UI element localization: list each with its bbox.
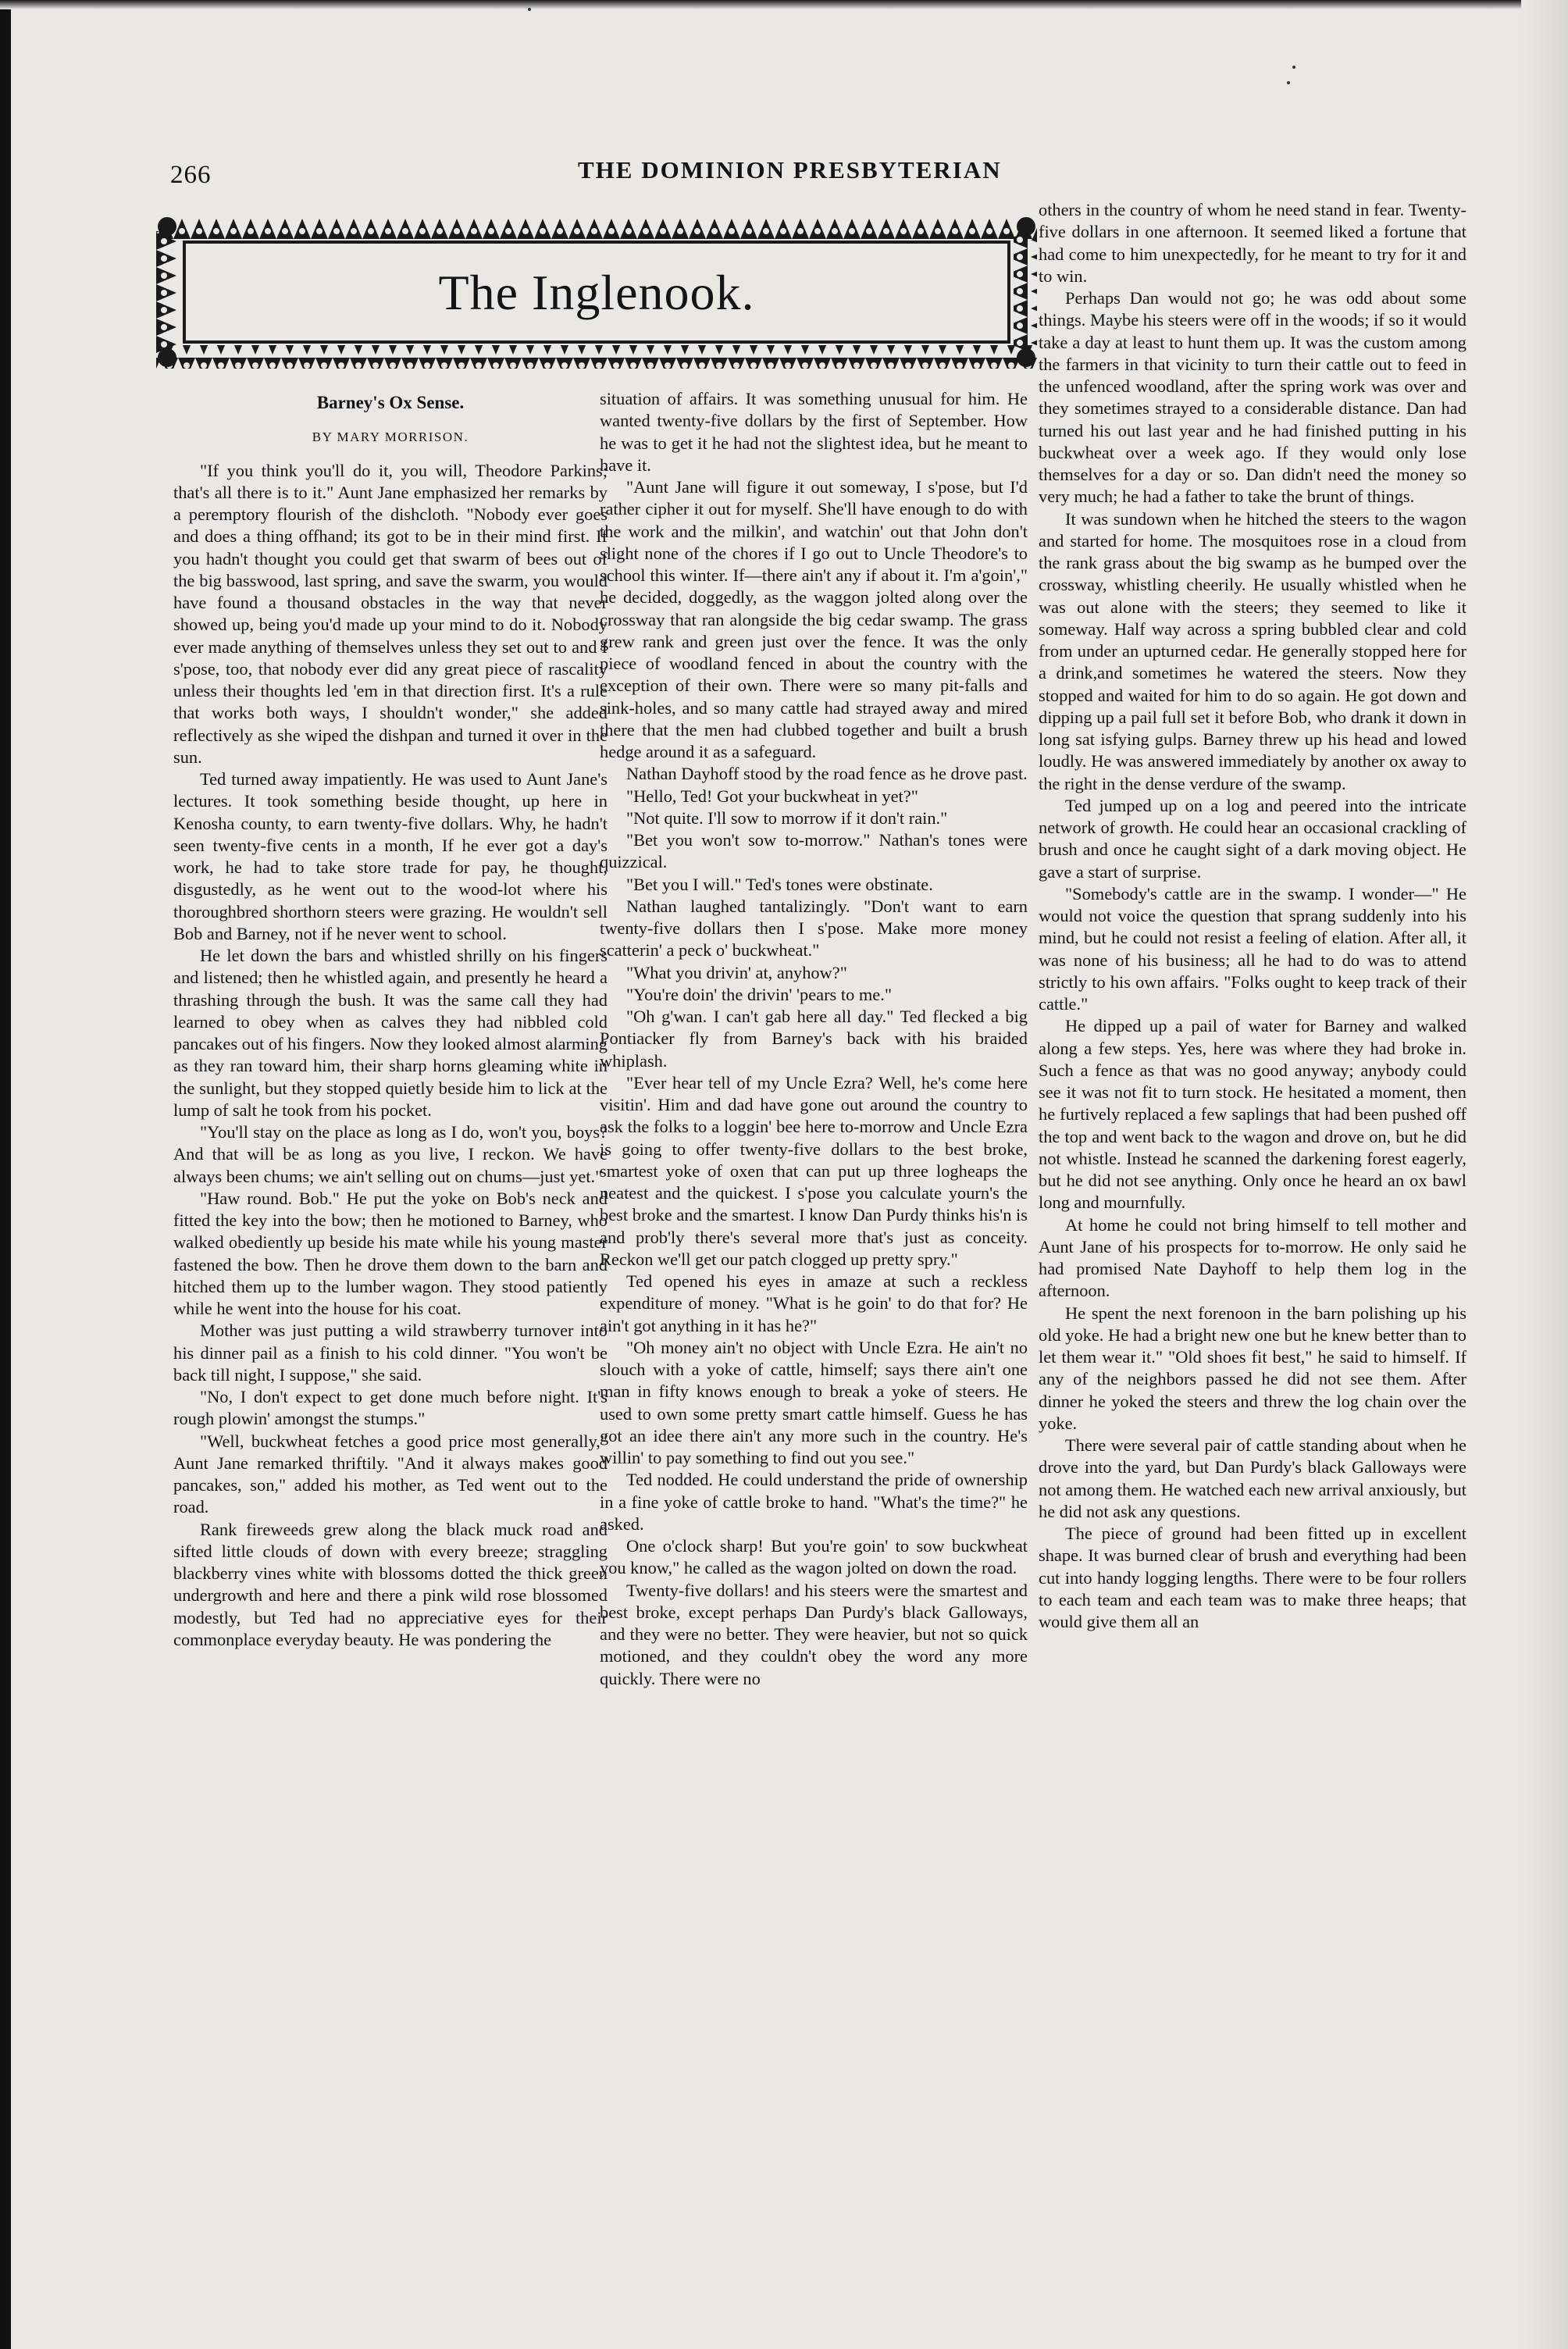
paragraph: "No, I don't expect to get done much before night. It's rough plowin' amongst the stumps.": [173, 1387, 608, 1429]
paragraph: "Ever hear tell of my Uncle Ezra? Well, he's come here visitin'. Him and dad have gone out around the country to ask the folks to a loggin' bee here to-morrow and Uncle Ezra is going to offer twenty-five dollars to the best broke, smartest yoke of oxen that can put up three logheaps the neatest and the quickest. I s'pose you calculate yourn's the best broke and the smartest. I know Dan Purdy thinks his'n is and prob'ly there's several more that's just as conceity. Reckon we'll get our patch clogged up pretty spry.": [600, 1072, 1028, 1269]
paragraph: The piece of ground had been fitted up in excellent shape. It was burned clear of brush and everything had been cut into handy logging lengths. There were to be four rollers to each team and each team was to make three heaps; that would give them all an: [1039, 1524, 1466, 1631]
story-byline: BY MARY MORRISON.: [312, 430, 469, 445]
paragraph: "Hello, Ted! Got your buckwheat in yet?": [626, 786, 918, 806]
paragraph: Twenty-five dollars! and his steers were the smartest and best broke, except perhaps Dan Purdy's black Galloways, and they were no better. They were heavier, but not so quick motioned, and they couldn't obey the word any more quickly. There were no: [600, 1580, 1028, 1688]
paragraph: Nathan Dayhoff stood by the road fence as he drove past.: [626, 764, 1028, 784]
story-title: Barney's Ox Sense.: [316, 393, 465, 412]
paragraph: He let down the bars and whistled shrilly on his fingers and listened; then he whistled again, and presently he heard a thrashing through the bush. It was the same call they had learned to obey when as calves they had nibbled cold pancakes out of his fingers. Now they looked almost alarming as they ran toward him, their sharp horns gleaming white in the sunlight, but they stopped quietly beside him to lick at the lump of salt he took from his pocket.: [173, 946, 608, 1120]
paragraph: Rank fireweeds grew along the black muck road and sifted little clouds of down with every breeze; straggling blackberry vines white with blossoms dotted the thick green undergrowth and here and there a pink wild rose blossomed modestly, but Ted had no appreciative eyes for their commonplace everyday beauty. He was pondering the: [173, 1519, 608, 1649]
paragraph: "Well, buckwheat fetches a good price most generally," Aunt Jane remarked thriftily. "And it always makes good pancakes, son," added his mother, as Ted went out to the road.: [173, 1431, 608, 1517]
paragraph: "You're doin' the drivin' 'pears to me.": [626, 984, 892, 1004]
paragraph: It was sundown when he hitched the steers to the wagon and started for home. The mosquitoes rose in a cloud from the rank grass about the big swamp as he bumped over the crossway, whistling cheerily. He usually whistled when he was out alone with the steers; they seemed to like it someway. Half way across a spring bubbled clear and cold from under an upturned cedar. He generally stopped here for a drink,and sometimes he watered the steers. Now they stopped and waited for him to do so again. He got down and dipping up a pail full set it before Bob, who drank it down in long sat isfying gulps. Barney threw up his head and lowed loudly. He was answered immediately by another ox away to the right in the dense verdure of the swamp.: [1039, 508, 1466, 793]
paragraph: "Not quite. I'll sow to morrow if it don't rain.": [626, 807, 948, 828]
running-head: THE DOMINION PRESBYTERIAN: [578, 156, 1002, 184]
paragraph: Nathan laughed tantalizingly. "Don't want to earn twenty-five dollars then I s'pose. Make more money scatterin' a peck o' buckwheat.": [600, 896, 1028, 961]
paragraph: Mother was just putting a wild strawberry turnover into his dinner pail as a finish to his cold dinner. "You won't be back till night, I suppose," she said.: [173, 1321, 608, 1385]
paragraph: Perhaps Dan would not go; he was odd about some things. Maybe his steers were off in the woods; if so it would take a day at least to hunt them up. It was the custom among the farmers in that vicinity to turn their cattle out to feed in the unfenced woodland, after the spring work was over and they sometimes strayed to a considerable distance. Dan had turned his out last year and he had finished putting in his buckwheat over a week ago. If they would only lose themselves for a day or so. Dan didn't need the money so very much; he had a father to take the brunt of things.: [1039, 288, 1466, 507]
text-column-1: [173, 392, 608, 1651]
paragraph: "Aunt Jane will figure it out someway, I s'pose, but I'd rather cipher it out for myself. She'll have enough to do with the work and the milkin', and watchin' out that John don't slight none of the chores if I go out to Uncle Theodore's to school this winter. If—there ain't any if about it. I'm a'goin'," he decided, doggedly, as the waggon jolted along over the crossway that ran alongside the big cedar swamp. The grass grew rank and green just over the fence. It was the only piece of woodland fenced in about the country with the exception of their own. There were so many pit-falls and sink-holes, and so many cattle had strayed away and mired there that the men had clubbed together and built a brush hedge around it as a safeguard.: [600, 477, 1028, 761]
paragraph: At home he could not bring himself to tell mother and Aunt Jane of his prospects for to-morrow. He only said he had promised Nate Dayhoff to help them log in the afternoon.: [1039, 1214, 1466, 1301]
paragraph: He spent the next forenoon in the barn polishing up his old yoke. He had a bright new one but he knew better than to let them wear it." "Old shoes fit best," he said to himself. If any of the neighbors passed he did not see them. After dinner he yoked the steers and threw the log chain over the yoke.: [1039, 1303, 1466, 1433]
scan-shadow-right: [1521, 0, 1568, 2349]
paragraph: others in the country of whom he need stand in fear. Twenty-five dollars in one afternoon. It seemed liked a fortune that had come to him unexpectedly, for he meant to try for it and to win.: [1039, 200, 1466, 286]
paragraph: Ted opened his eyes in amaze at such a reckless expenditure of money. "What is he goin' to do that for? He ain't got anything in it has he?": [600, 1271, 1028, 1335]
paragraph: "You'll stay on the place as long as I do, won't you, boys? And that will be as long as you live, I reckon. We have always been chums; we ain't selling out on chums—just yet.": [173, 1122, 608, 1186]
paragraph: He dipped up a pail of water for Barney and walked along a few steps. Yes, here was where they had broke in. Such a fence as that was no good anyway; anybody could see it was not fit to turn stock. He hesitated a moment, then he furtively replaced a few saplings that had been pushed off the top and went back to the wagon and drove on, but he did not whistle. Instead he scanned the darkening forest eagerly, but he did not see anything. Only once he heard an ox bawl long and mournfully.: [1039, 1016, 1466, 1213]
paragraph: Ted jumped up on a log and peered into the intricate network of growth. He could hear an occasional crackling of brush and once he caught sight of a dark moving object. He gave a start of surprise.: [1039, 795, 1466, 882]
text-column-3: [1039, 199, 1466, 1633]
scan-speck: [1292, 66, 1295, 69]
paragraph: "What you drivin' at, anyhow?": [626, 962, 847, 982]
paragraph: Ted nodded. He could understand the pride of ownership in a fine yoke of cattle broke to hand. "What's the time?" he asked.: [600, 1470, 1028, 1534]
page-number: 266: [170, 161, 212, 189]
paragraph: "Oh money ain't no object with Uncle Ezra. He ain't no slouch with a yoke of cattle, himself; says there ain't one man in fifty knows enough to break a yoke of steers. He used to own some pretty smart cattle himself. Guess he has got an idee there ain't any more such in the country. He's willin' to pay something to find out you see.": [600, 1337, 1028, 1467]
paragraph: "Haw round. Bob." He put the yoke on Bob's neck and fitted the key into the bow; then he motioned to Barney, who walked obediently up beside his mate while his young master fastened the bow. Then he drove them down to the barn and hitched them up to the lumber wagon. They stood patiently while he went into the house for his coat.: [173, 1188, 608, 1318]
paragraph: "Bet you won't sow to-morrow." Nathan's tones were quizzical.: [600, 830, 1028, 872]
text-column-2: [600, 388, 1028, 1690]
paragraph: "Bet you I will." Ted's tones were obstinate.: [626, 874, 933, 894]
scan-speck: [528, 8, 531, 11]
section-title: The Inglenook.: [438, 265, 755, 320]
section-title-box: [156, 216, 1037, 369]
paragraph: "Oh g'wan. I can't gab here all day." Ted flecked a big Pontiacker fly from Barney's back with his braided whiplash.: [600, 1007, 1028, 1071]
paragraph: "Somebody's cattle are in the swamp. I wonder—" He would not voice the question that sprang suddenly into his mind, but he could not resist a feeling of elation. After all, it was none of his business; all he had to do was to attend strictly to his own affairs. "Folks ought to keep track of their cattle.": [1039, 883, 1466, 1014]
paragraph: situation of affairs. It was something unusual for him. He wanted twenty-five dollars by the first of September. How he was to get it he had not the slightest idea, but he meant to have it.: [600, 389, 1028, 475]
paragraph: Ted turned away impatiently. He was used to Aunt Jane's lectures. It took something beside thought, up here in Kenosha county, to earn twenty-five dollars. Why, he hadn't seen twenty-five cents in a month, If he ever got a day's work, he had to take store trade for pay, he thought, disgustedly, as he went out to the wood-lot where his thoroughbred shorthorn steers were grazing. He wouldn't sell Bob and Barney, not if he never went to school.: [173, 769, 608, 943]
paragraph: There were several pair of cattle standing about when he drove into the yard, but Dan Purdy's black Galloways were not among them. He watched each new arrival anxiously, but he did not ask any questions.: [1039, 1435, 1466, 1521]
scan-margin-top: [0, 0, 1568, 9]
paragraph: "If you think you'll do it, you will, Theodore Parkins; that's all there is to it." Aunt Jane emphasized her remarks by a peremptory flourish of the dishcloth. "Nobody ever goes and does a thing offhand; its got to be in their mind first. If you hadn't thought you could get that swarm of bees out of the big basswood, last spring, and save the swarm, you would have found a thousand obstacles in the way that never showed up, being you'd made up your mind to do it. Nobody ever made anything of themselves unless they set out to and I s'pose, too, that nobody ever did any great piece of rascality unless their thoughts led 'em in that direction first. It's a rule that works both ways, I shouldn't wonder," she added reflectively as she wiped the dishpan and turned it over in the sun.: [173, 460, 608, 767]
paragraph: One o'clock sharp! But you're goin' to sow buckwheat you know," he called as the wagon jolted on down the road.: [600, 1536, 1028, 1578]
scan-speck: [1287, 81, 1290, 84]
scan-margin-left: [0, 0, 11, 2349]
